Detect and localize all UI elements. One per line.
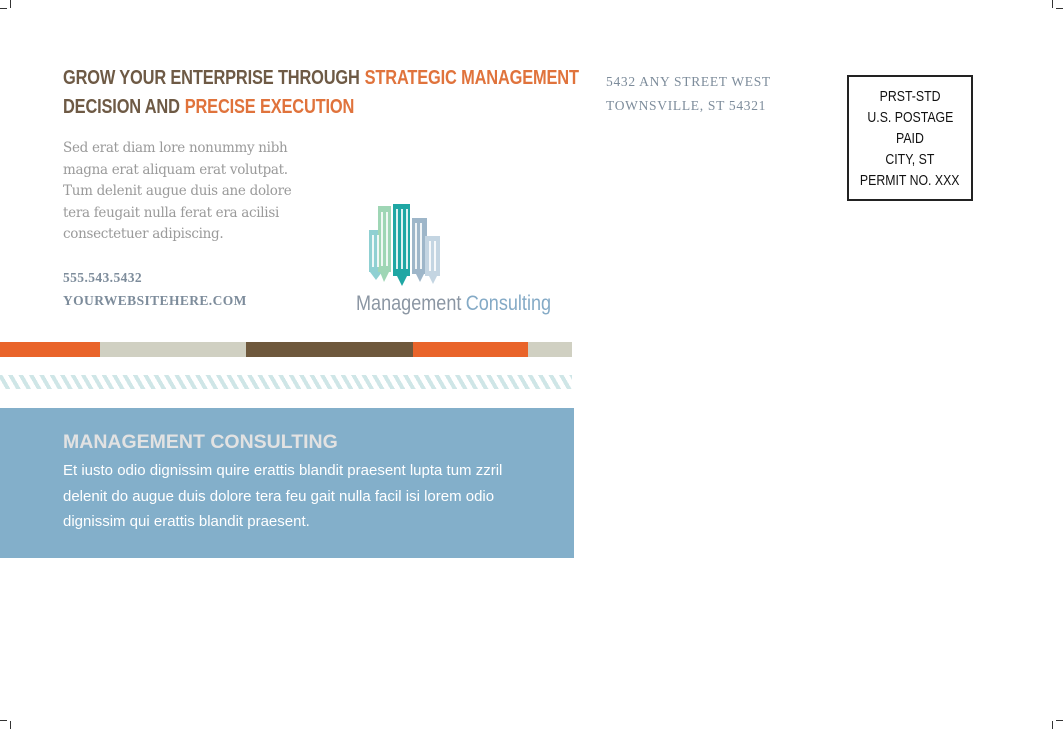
postage-line-4: CITY, ST — [885, 150, 935, 168]
headline-accent-1: STRATEGIC MANAGEMENT — [364, 67, 579, 89]
postage-line-1: PRST-STD — [879, 87, 941, 105]
intro-paragraph: Sed erat diam lore nonummy nibh magna erat aliquam erat volutpat. Tum delenit augue duis ane dolore tera feugait nulla ferat era acilisi consectetuer adipiscing. — [63, 140, 292, 242]
postage-line-3: PAID — [896, 129, 924, 147]
headline-accent-2: PRECISE EXECUTION — [184, 96, 355, 118]
stripe-segment-brown — [246, 342, 413, 357]
stripe-segment-stone-1 — [100, 342, 246, 357]
crop-mark-top-left-v — [10, 0, 11, 8]
crop-mark-bottom-right-h — [1056, 720, 1063, 721]
color-stripe-bar — [0, 342, 572, 357]
crop-mark-top-right-h — [1056, 8, 1063, 9]
crop-mark-bottom-right-v — [1052, 721, 1053, 729]
city-buildings-icon — [362, 200, 446, 290]
headline-text-2: DECISION AND — [63, 96, 180, 118]
address-line-2: TOWNSVILLE, ST 54321 — [606, 98, 767, 113]
band-title: MANAGEMENT CONSULTING — [63, 431, 338, 453]
phone-number: 555.543.5432 — [63, 270, 143, 285]
crop-mark-top-right-v — [1052, 0, 1053, 8]
postage-line-5: PERMIT NO. XXX — [860, 171, 960, 189]
crop-mark-bottom-left-h — [0, 720, 7, 721]
stripe-segment-orange-2 — [413, 342, 528, 357]
headline-line-2 — [63, 93, 448, 122]
headline-text-1: GROW YOUR ENTERPRISE THROUGH — [63, 67, 360, 89]
crop-mark-top-left-h — [0, 8, 7, 9]
address-line-1: 5432 ANY STREET WEST — [606, 74, 771, 89]
headline — [63, 64, 579, 122]
logo-wordmark — [356, 292, 551, 316]
headline-line-1 — [63, 64, 579, 93]
crop-mark-bottom-left-v — [10, 721, 11, 729]
logo-word-consulting: Consulting — [465, 292, 552, 315]
band-paragraph: Et iusto odio dignissim quire erattis blandit praesent lupta tum zzril delenit do augue duis dolore tera feu gait nulla facil isi lorem odio dignissim qui erattis blandit praesent. — [63, 462, 503, 530]
stripe-segment-orange-1 — [0, 342, 100, 357]
postage-indicia — [847, 75, 973, 201]
hatched-divider — [0, 375, 572, 389]
contact-block — [63, 266, 247, 312]
mailing-address — [606, 70, 771, 118]
website-url: YOURWEBSITEHERE.COM — [63, 293, 247, 308]
logo-word-management: Management — [356, 292, 462, 315]
postage-line-2: U.S. POSTAGE — [867, 108, 953, 126]
stripe-segment-stone-2 — [528, 342, 572, 357]
